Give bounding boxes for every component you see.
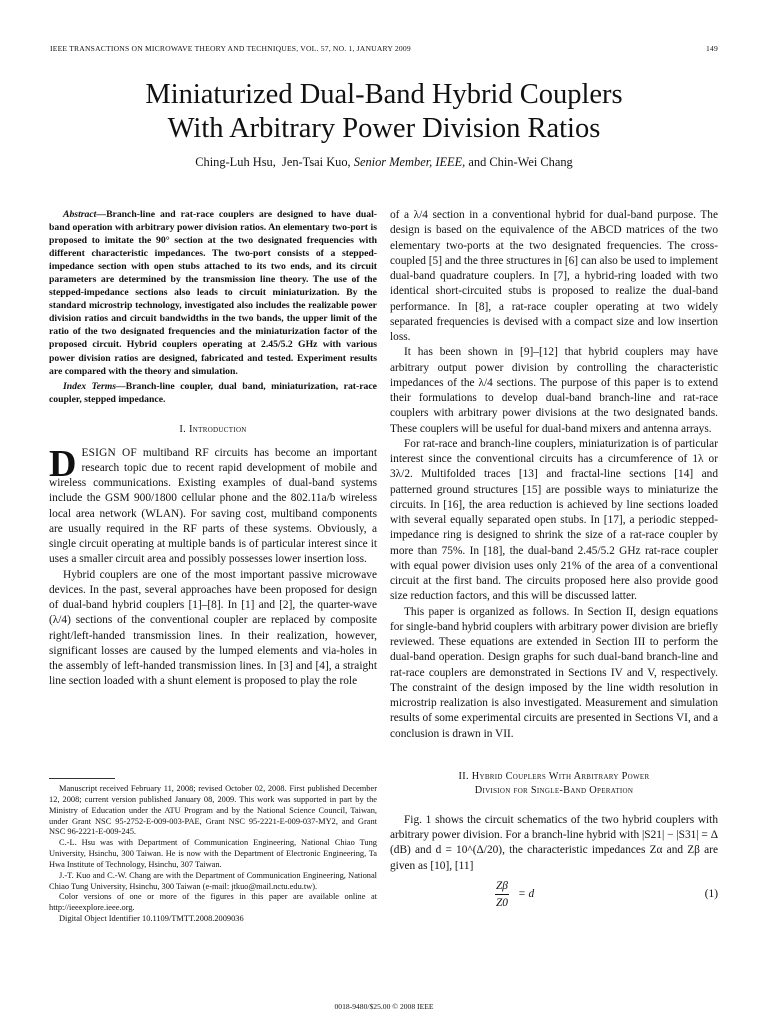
intro-paragraph-1 bbox=[49, 442, 377, 568]
footnotes bbox=[49, 784, 377, 925]
footnote-doi: Digital Object Identifier 10.1109/TMTT.2008.2009036 bbox=[59, 914, 244, 924]
intro-paragraph-2-continued: of a λ/4 section in a conventional hybrid for dual-band purpose. The design is based on the equivalence of the ABCD matrices of the two elementary two-ports at the two designated frequencies. The cross-coupled [5] and the three structures in [6] can also be used to implement dual-band quadrature couplers. In [7], a hybrid-ring loaded with two identical short-circuited stubs is proposed to realize the dual-band performance. In [8], a rat-race coupler operating at two widely separated frequencies is devised with a compact size and low insertion loss. bbox=[390, 209, 718, 343]
intro-lead-caps: ESIGN OF bbox=[81, 446, 137, 459]
index-terms-text: Branch-line coupler, dual band, miniaturization, rat-race coupler, stepped impedance. bbox=[49, 380, 377, 405]
author-2-title: Senior Member, IEEE, bbox=[353, 155, 466, 169]
section-2-title-line-1: Hybrid Couplers With Arbitrary Power bbox=[471, 770, 650, 782]
right-column bbox=[390, 208, 718, 916]
equation-label: (1) bbox=[704, 887, 718, 900]
section-2-paragraph-1: Fig. 1 shows the circuit schematics of the two hybrid couplers with arbitrary power division. For a branch-line hybrid with |S21| − |S31| = Δ (dB) and d = 10^(Δ/20), the characteristic impedances Zα and Zβ are given as [10], [11] bbox=[390, 813, 718, 872]
index-terms-label: Index Terms— bbox=[63, 380, 126, 392]
title-line-1: Miniaturized Dual-Band Hybrid Couplers bbox=[145, 79, 623, 110]
footnote-kuo-chang: J.-T. Kuo and C.-W. Chang are with the Department of Communication Engineering, National Chiao Tung University, Hsinchu, 300 Taiwan (e-mail: jtkuo@mail.nctu.edu.tw). bbox=[49, 870, 377, 891]
footnote-color: Color versions of one or more of the figures in this paper are available online at http://ieeexplore.ieee.org. bbox=[49, 892, 377, 913]
section-1-title: Introduction bbox=[189, 423, 247, 435]
section-2-number: II. bbox=[458, 770, 469, 782]
intro-p1-text: multiband RF circuits has become an important research topic due to recent rapid development of mobile and wireless communications. Existing examples of dual-band systems include the GSM 900/1800 cellular phone and the 802.11a/b wireless local area network (WLAN). For saving cost, multiband components are usually required in the RF parts of these systems. Obviously, a single circuit operating at multiple bands is of particular interest since it uses a smaller circuit area and possibly possesses lower insertion loss. bbox=[49, 446, 377, 566]
index-terms bbox=[49, 380, 377, 406]
equation-1 bbox=[390, 878, 718, 916]
intro-paragraph-4: For rat-race and branch-line couplers, miniaturization is of particular interest since the conventional circuits has a circumference of 1λ or 3λ/2. Multifolded traces [13] and fractal-line sections [14] and patterned ground structures [15] are possible ways to miniaturize the circuits. In [16], the area reduction is achieved by line sections loaded with several equally separated open stubs. In [17], a periodic stepped-impedance ring is designed to shrink the size of a rat-race coupler by more than 75%. In [18], the dual-band 2.45/5.2 GHz rat-race coupler with equal power division uses only 21% of the area of a conventional circuit at the first band. The circuits proposed here also provide good size reduction factors, and this will be discussed latter. bbox=[390, 437, 718, 603]
equation-numerator: Zβ bbox=[495, 878, 509, 895]
author-2: Jen-Tsai Kuo, bbox=[282, 155, 351, 169]
abstract-label: Abstract— bbox=[63, 209, 107, 220]
page-number: 149 bbox=[706, 44, 718, 53]
intro-paragraph-3: It has been shown in [9]–[12] that hybrid couplers may have arbitrary output power division by controlling the characteristic impedances of the λ/4 sections. The purpose of this paper is to extend their formulations to develop dual-band branch-line and rat-race couplers with arbitrary power divisions at the two designated bands. These couplers will be useful for dual-band mixers and antenna arrays. bbox=[390, 346, 718, 435]
drop-cap: D bbox=[49, 442, 77, 485]
footnote-hsu: C.-L. Hsu was with Department of Communication Engineering, National Chiao Tung University, Hsinchu, 300 Taiwan. He is now with the Department of Electronic Engineering, Ta Hwa Institute of Technology, Hsinchu, 307 Taiwan. bbox=[49, 838, 377, 869]
intro-paragraph-5: This paper is organized as follows. In Section II, design equations for single-band hybrid couplers with arbitrary power division are briefly reviewed. These equations are extended in Section III to perform the dual-band operation. Design graphs for such dual-band branch-line and rat-race couplers are demonstrated in Sections IV and V, respectively. The constraint of the design imposed by the line width resolution in microstrip realization is also investigated. Measurement and simulation results of some experimental circuits are presented in Sections VI, and a conclusion is drawn in VII. bbox=[390, 605, 718, 740]
section-2-title-line-2: Division for Single-Band Operation bbox=[474, 785, 634, 797]
abstract bbox=[49, 208, 377, 378]
intro-paragraph-2: Hybrid couplers are one of the most important passive microwave devices. In the past, several approaches have been proposed for design of dual-band hybrid couplers [1]–[8]. In [1] and [2], the quarter-wave (λ/4) sections of the conventional coupler are replaced by composite right/left-handed transmission lines. In their realization, however, significant losses are caused by the lumped elements and via-holes in the assembly of left-handed transmission lines. In [3] and [4], a straight line section loaded with a shunt element is proposed to play the role bbox=[49, 568, 377, 688]
footnote-rule bbox=[49, 778, 115, 779]
equation-denominator: Z0 bbox=[495, 896, 508, 909]
author-and: and bbox=[468, 155, 487, 169]
title-line-2: With Arbitrary Power Division Ratios bbox=[167, 113, 601, 144]
running-header bbox=[50, 44, 718, 53]
section-1-heading bbox=[49, 424, 377, 435]
author-1: Ching-Luh Hsu, bbox=[195, 155, 276, 169]
section-1-number: I. bbox=[179, 423, 187, 435]
author-3: Chin-Wei Chang bbox=[489, 155, 573, 169]
copyright-footer: 0018-9480/$25.00 © 2008 IEEE bbox=[334, 1002, 434, 1011]
left-column bbox=[49, 208, 377, 690]
journal-line: IEEE TRANSACTIONS ON MICROWAVE THEORY AND TECHNIQUES, VOL. 57, NO. 1, JANUARY 2009 bbox=[50, 44, 411, 53]
author-list bbox=[0, 155, 768, 170]
section-2-heading bbox=[390, 770, 718, 799]
section-1-body bbox=[49, 442, 377, 690]
equation-fraction bbox=[495, 878, 509, 911]
paper-title bbox=[0, 78, 768, 146]
abstract-text: Branch-line and rat-race couplers are designed to have dual-band operation with arbitrary power division ratios. An elementary two-port is proposed to imitate the 90° section at the two designated frequencies with different characteristic impedances. The two-port consists of a stepped-impedance section with open stubs attached to its two ends, and its circuit parameters are determined by the transmission line theory. The use of the stepped-impedance sections also leads to circuit miniaturization. By the standard microstrip technology, investigated also includes the realizable power division ratios and circuit bandwidths in the two bands, the upper limit of the ratio of the two designated frequencies and the miniaturization factor of the proposed circuit. Hybrid couplers operating at 2.45/5.2 GHz with various power division ratios are designed, fabricated and tested. Experiment results are compared with the theory and simulation. bbox=[49, 209, 377, 377]
equation-rhs: = d bbox=[518, 887, 535, 900]
footnote-manuscript: Manuscript received February 11, 2008; revised October 02, 2008. First published December 12, 2008; current version published January 08, 2009. This work was supported in part by the Ministry of Education under the ATU Program and by the National Science Council, Taiwan, under Grant NSC 95-2752-E-009-003-PAE, Grant NSC 95-2221-E-009-037-MY2, and Grant NSC 96-2221-E-009-245. bbox=[49, 784, 377, 837]
